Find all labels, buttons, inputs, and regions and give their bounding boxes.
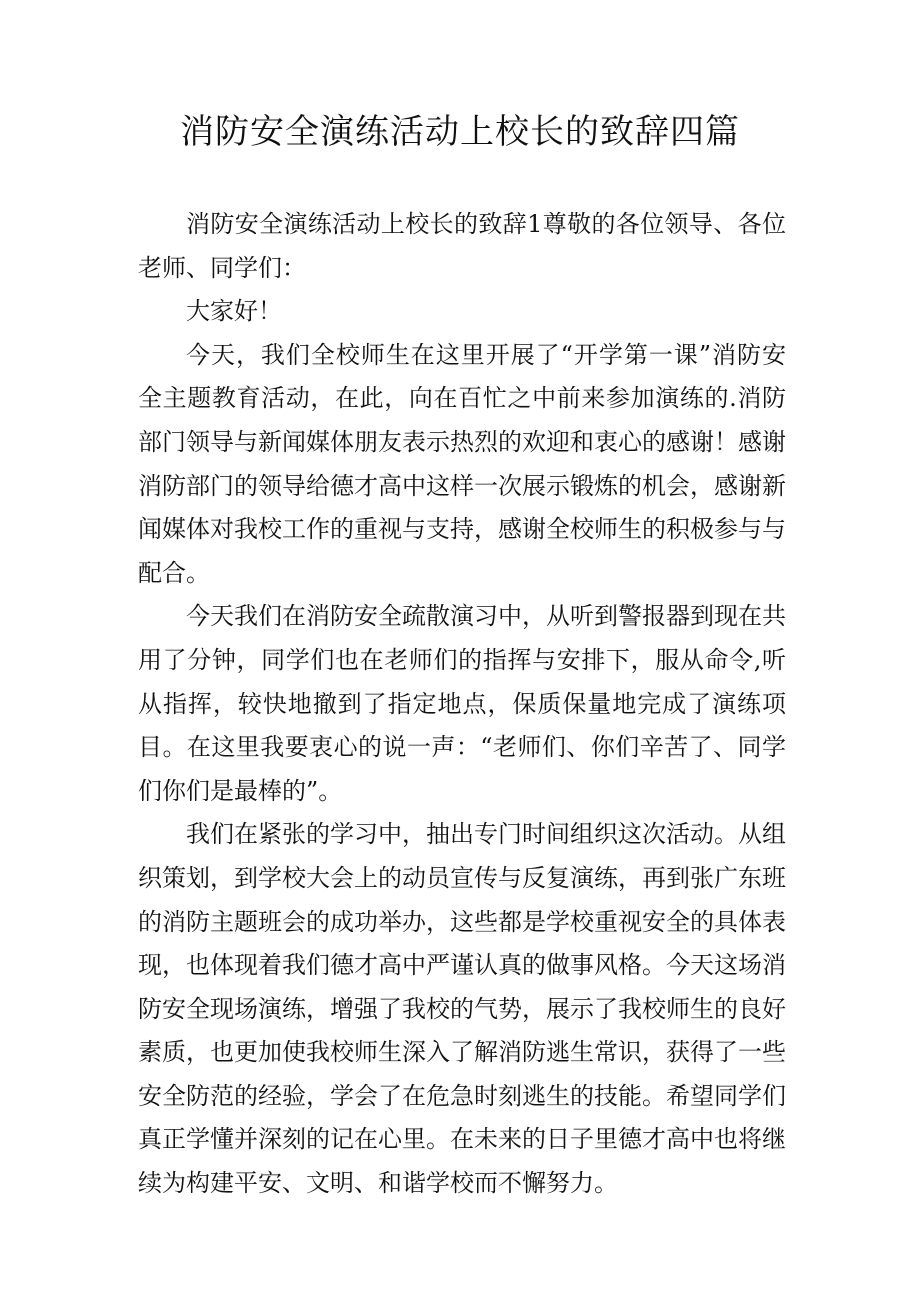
paragraph-event-intro: 今天，我们全校师生在这里开展了“开学第一课”消防安全主题教育活动，在此，向在百忙之中前来参加演练的.消防部门领导与新闻媒体朋友表示热烈的欢迎和衷心的感谢！感谢消防部门的领导给德才高中这样一次展示锻炼的机会，感谢新闻媒体对我校工作的重视与支持，感谢全校师生的积极参与与配合。 bbox=[138, 340, 786, 587]
document-body bbox=[138, 203, 786, 1206]
paragraph-hello: 大家好！ bbox=[186, 297, 282, 326]
paragraph-greeting: 消防安全演练活动上校长的致辞1尊敬的各位领导、各位老师、同学们： bbox=[138, 210, 786, 282]
paragraph-drill-result: 今天我们在消防安全疏散演习中，从听到警报器到现在共用了分钟，同学们也在老师们的指挥与安排下，服从命令,听从指挥，较快地撤到了指定地点，保质保量地完成了演练项目。在这里我要衷心的说一声：“老师们、你们辛苦了、同学们你们是最棒的”。 bbox=[138, 602, 786, 805]
document-title: 消防安全演练活动上校长的致辞四篇 bbox=[180, 112, 740, 152]
paragraph-conclusion: 我们在紧张的学习中，抽出专门时间组织这次活动。从组织策划，到学校大会上的动员宣传与反复演练，再到张广东班的消防主题班会的成功举办，这些都是学校重视安全的具体表现，也体现着我们德才高中严谨认真的做事风格。今天这场消防安全现场演练，增强了我校的气势，展示了我校师生的良好素质，也更加使我校师生深入了解消防逃生常识，获得了一些安全防范的经验，学会了在危急时刻逃生的技能。希望同学们真正学懂并深刻的记在心里。在未来的日子里德才高中也将继续为构建平安、文明、和谐学校而不懈努力。 bbox=[138, 820, 786, 1198]
